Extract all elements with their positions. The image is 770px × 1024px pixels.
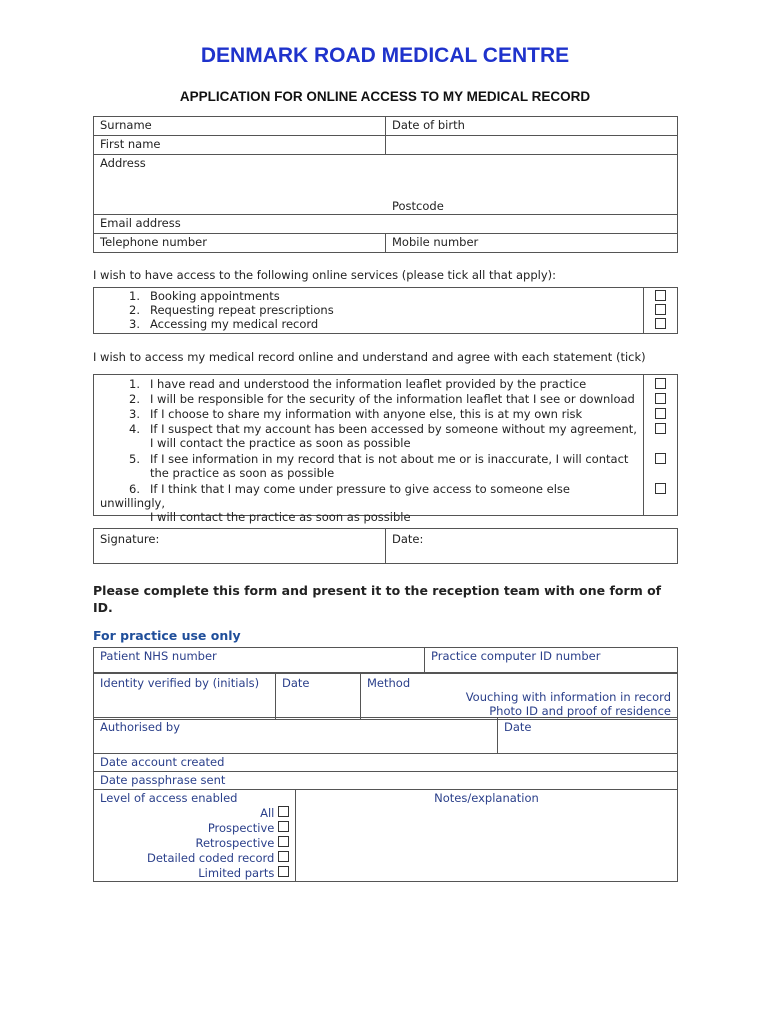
computer-id-field[interactable]: Practice computer ID number [425, 648, 678, 674]
email-field[interactable]: Email address [94, 215, 678, 234]
access-option[interactable]: Detailed coded record [100, 851, 289, 865]
list-item: 1. Booking appointments [129, 289, 280, 303]
surname-field[interactable]: Surname [94, 117, 386, 136]
access-option[interactable]: Limited parts [100, 866, 289, 880]
access-option[interactable]: All [100, 806, 289, 820]
services-list [94, 288, 644, 334]
mobile-field[interactable]: Mobile number [386, 234, 678, 253]
dob-value-field[interactable] [386, 136, 678, 155]
signature-field[interactable]: Signature: [94, 529, 386, 564]
list-item: 3. If I choose to share my information with anyone else, this is at my own risk [129, 407, 583, 421]
list-item: 5. If I see information in my record that is not about me or is inaccurate, I will contact the practice as soon as possible [129, 452, 629, 480]
nhs-number-field[interactable]: Patient NHS number [94, 648, 425, 674]
account-created-field[interactable]: Date account created [94, 754, 678, 772]
services-checkboxes [644, 288, 678, 334]
signature-date-field[interactable]: Date: [386, 529, 678, 564]
statements-checkboxes [644, 375, 678, 516]
services-table [93, 287, 678, 334]
checkbox[interactable] [278, 866, 289, 877]
personal-details-table [93, 116, 678, 253]
checkbox[interactable] [655, 483, 666, 494]
first-name-field[interactable]: First name [94, 136, 386, 155]
authorised-date-field[interactable]: Date [498, 718, 678, 754]
access-level-label: Level of access enabled [100, 791, 238, 805]
identity-verified-field[interactable]: Identity verified by (initials) [94, 673, 276, 720]
statements-list [94, 375, 644, 524]
list-item: 2. Requesting repeat prescriptions [129, 303, 334, 317]
checkbox[interactable] [278, 821, 289, 832]
checkbox[interactable] [655, 408, 666, 419]
account-table [93, 753, 678, 882]
signature-table [93, 528, 678, 564]
authorisation-table [93, 717, 678, 754]
practice-heading: For practice use only [93, 628, 241, 643]
postcode-label: Postcode [392, 199, 444, 213]
instruction-line-2: ID. [93, 600, 113, 615]
telephone-field[interactable]: Telephone number [94, 234, 386, 253]
checkbox[interactable] [655, 318, 666, 329]
access-level-cell [94, 790, 296, 882]
list-item: 4. If I suspect that my account has been accessed by someone without my agreement, I will contact the practice as soon as possible [129, 422, 637, 450]
method-field[interactable] [361, 673, 678, 720]
instruction-line-1: Please complete this form and present it to the reception team with one form of [93, 583, 662, 598]
notes-field[interactable]: Notes/explanation [296, 790, 678, 882]
dob-field[interactable]: Date of birth [386, 117, 678, 136]
checkbox[interactable] [278, 836, 289, 847]
page-title: DENMARK ROAD MEDICAL CENTRE [200, 44, 570, 67]
checkbox[interactable] [655, 378, 666, 389]
checkbox[interactable] [655, 453, 666, 464]
checkbox[interactable] [655, 290, 666, 301]
verification-date-field[interactable]: Date [276, 673, 361, 720]
form-subtitle: APPLICATION FOR ONLINE ACCESS TO MY MEDICAL RECORD [179, 89, 591, 104]
statements-table [93, 374, 678, 524]
address-label: Address [100, 156, 146, 170]
checkbox[interactable] [655, 423, 666, 434]
method-vouching: Vouching with information in record [465, 690, 671, 704]
list-item: 1. I have read and understood the information leaflet provided by the practice [129, 377, 587, 391]
access-option[interactable]: Prospective [100, 821, 289, 835]
list-item: 2. I will be responsible for the security of the information leaflet that I see or download [129, 392, 635, 406]
list-item: 6. If I think that I may come under pressure to give access to someone else unwillingly, I will contact the practice as soon as possible [100, 482, 570, 524]
address-field[interactable] [94, 155, 678, 215]
access-option[interactable]: Retrospective [100, 836, 289, 850]
method-photo-id: Photo ID and proof of residence [489, 704, 671, 718]
checkbox[interactable] [278, 806, 289, 817]
checkbox[interactable] [655, 393, 666, 404]
services-intro: I wish to have access to the following online services (please tick all that apply): [93, 268, 556, 282]
checkbox[interactable] [655, 304, 666, 315]
method-label: Method [367, 676, 411, 690]
passphrase-field[interactable]: Date passphrase sent [94, 772, 678, 790]
list-item: 3. Accessing my medical record [129, 317, 319, 331]
practice-ids-table [93, 647, 678, 674]
authorised-by-field[interactable]: Authorised by [94, 718, 498, 754]
checkbox[interactable] [278, 851, 289, 862]
statements-intro: I wish to access my medical record online and understand and agree with each statement (tick) [93, 350, 646, 364]
verification-table [93, 672, 678, 720]
